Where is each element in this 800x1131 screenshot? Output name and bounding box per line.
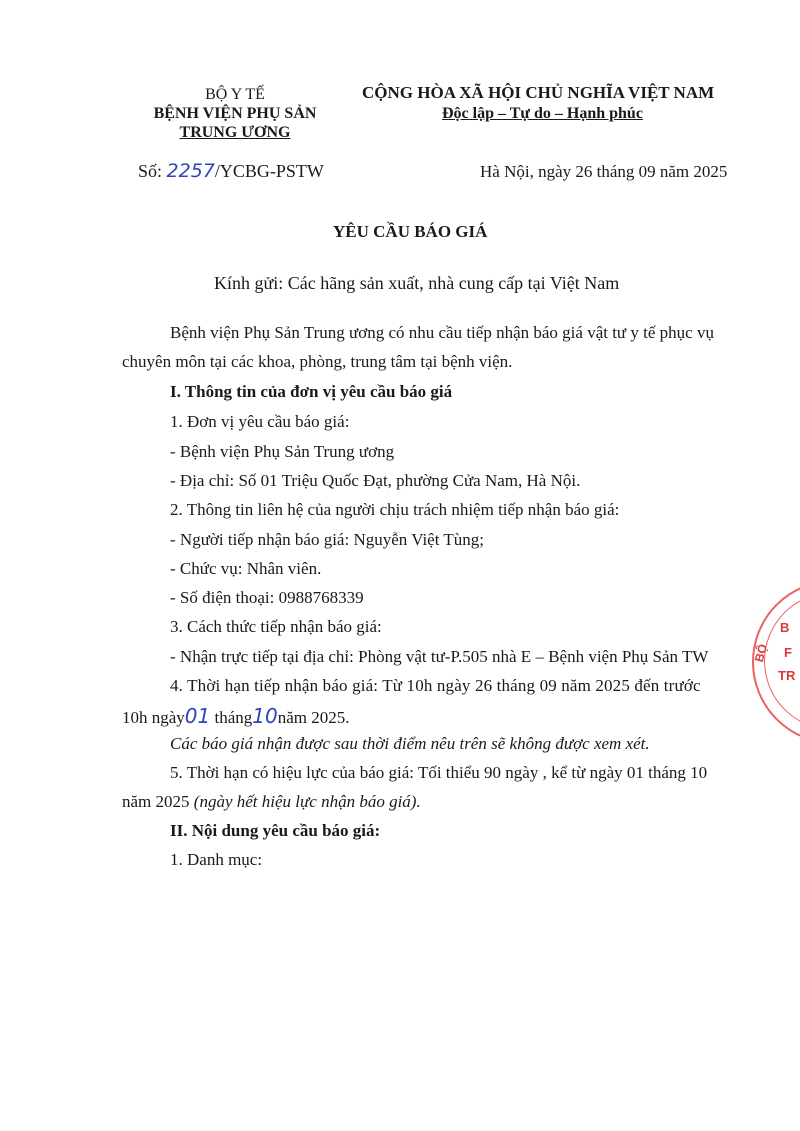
handwritten-month: 10	[252, 704, 278, 728]
ministry-name: BỘ Y TẾ	[205, 86, 265, 103]
section-1-item-5-line-1: 5. Thời hạn có hiệu lực của báo giá: Tối thiểu 90 ngày , kể từ ngày 01 tháng 10	[170, 763, 708, 782]
hospital-name-line1: BỆNH VIỆN PHỤ SẢN	[153, 105, 317, 122]
receiving-method: - Nhận trực tiếp tại địa chỉ: Phòng vật tư-P.505 nhà E – Bệnh viện Phụ Sản TW	[170, 647, 709, 666]
intro-line-2: chuyên môn tại các khoa, phòng, trung tâm tại bệnh viện.	[122, 352, 513, 371]
section-1-item-4-line-1: 4. Thời hạn tiếp nhận báo giá: Từ 10h ngày 26 tháng 09 năm 2025 đến trước	[170, 676, 701, 695]
section-1-item-4-line-2: 10h ngày01 tháng10năm 2025.	[122, 704, 350, 728]
unit-name: - Bệnh viện Phụ Sản Trung ương	[170, 442, 395, 461]
document-number: Số: 2257/YCBG-PSTW	[138, 160, 324, 182]
seal-text-2: F	[784, 645, 792, 660]
national-motto: Độc lập – Tự do – Hạnh phúc	[442, 105, 643, 122]
seal-text-3: TR	[778, 668, 796, 683]
recipient-line: Kính gửi: Các hãng sản xuất, nhà cung cấp tại Việt Nam	[214, 273, 620, 293]
section-1-item-1: 1. Đơn vị yêu cầu báo giá:	[170, 412, 350, 431]
country-name: CỘNG HÒA XÃ HỘI CHỦ NGHĨA VIỆT NAM	[362, 83, 715, 102]
document-title: YÊU CẦU BÁO GIÁ	[333, 222, 488, 241]
section-1-item-2: 2. Thông tin liên hệ của người chịu trách nhiệm tiếp nhận báo giá:	[170, 500, 620, 519]
section-2-heading: II. Nội dung yêu cầu báo giá:	[170, 821, 381, 840]
late-submission-note: Các báo giá nhận được sau thời điểm nêu trên sẽ không được xem xét.	[170, 734, 650, 753]
receiver-position: - Chức vụ: Nhân viên.	[170, 559, 322, 578]
seal-text-left: BỘ	[751, 642, 771, 664]
section-1-item-5-line-2: năm 2025 (ngày hết hiệu lực nhận báo giá).	[122, 792, 421, 811]
intro-line-1: Bệnh viện Phụ Sản Trung ương có nhu cầu tiếp nhận báo giá vật tư y tế phục vụ	[170, 323, 714, 342]
section-1-heading: I. Thông tin của đơn vị yêu cầu báo giá	[170, 382, 453, 401]
place-and-date: Hà Nội, ngày 26 tháng 09 năm 2025	[480, 162, 728, 181]
handwritten-day: 01	[184, 704, 211, 728]
hospital-name-line2: TRUNG ƯƠNG	[179, 124, 291, 141]
seal-text-1: B	[780, 620, 790, 635]
section-1-item-3: 3. Cách thức tiếp nhận báo giá:	[170, 617, 382, 636]
receiver-name: - Người tiếp nhận báo giá: Nguyễn Việt Tùng;	[170, 530, 485, 549]
handwritten-number: 2257	[166, 160, 215, 182]
section-2-item-1: 1. Danh mục:	[170, 850, 263, 869]
unit-address: - Địa chỉ: Số 01 Triệu Quốc Đạt, phường Cửa Nam, Hà Nội.	[170, 471, 581, 490]
receiver-phone: - Số điện thoại: 0988768339	[170, 588, 364, 607]
